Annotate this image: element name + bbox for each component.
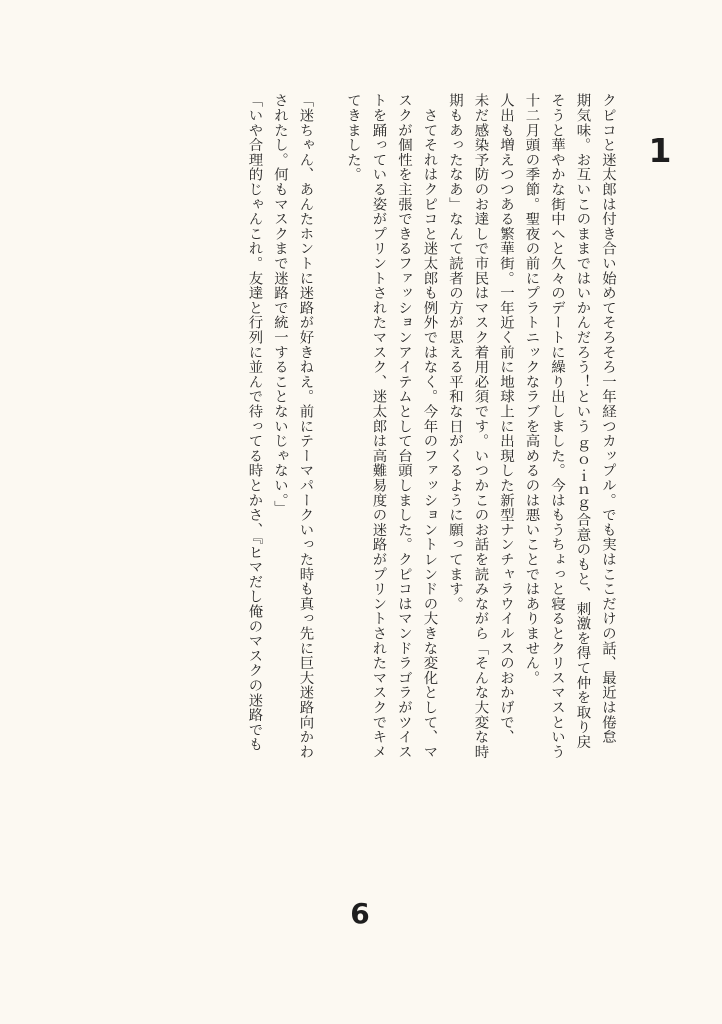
paragraph-1: クピコと迷太郎は付き合い始めてそろそろ一年経つカップル。でも実はここだけの話、最近は倦怠 期気味。お互いこのままではいかんだろう！という ｇｏｉｎｇ合意のもと、刺激を得て仲を取り戻 そうと華やかな街中へと久々のデートに繰り出しました。今はもうちょっと寝るとクリスマスという 十二月頭の季節。聖夜の前にプラトニックなラブを高めるのは悪いことではありません。 [523,93,616,759]
paragraph-2: 人出も増えつつある繁華街。一年近く前に地球上に出現した新型ナンチャラウイルスのおかげで、 未だ感染予防のお達しで市民はマスク着用必須です。いつかこのお話を読みながら「そんな大変な時 期もあったなあ」なんて読者の方が思える平和な日がくるように願ってます。 さてそれはクピコと迷太郎も例外ではなく。今年のファッショントレンドの大きな変化として、マ スクが個性を主張できるファッションアイテムとして台頭しました。クピコはマンドラゴラがツイス トを踊っている姿がプリントされたマスク、迷太郎は高難易度の迷路がプリントされたマスクでキメ てきました。 [345,93,514,759]
chapter-number: 1 [648,131,672,170]
body-text [100,93,620,803]
paragraph-3: 「迷ちゃん、あんたホントに迷路が好きねえ。前にテーマパークいった時も真っ先に巨大迷路向かわ されたし。何もマスクまで迷路で統一することないじゃない。」 「いや合理的じゃんこれ。友達と行列に並んで待ってる時とかさ、『ヒマだし俺のマスクの迷路でも [246,93,314,759]
page-number: 6 [350,897,370,930]
